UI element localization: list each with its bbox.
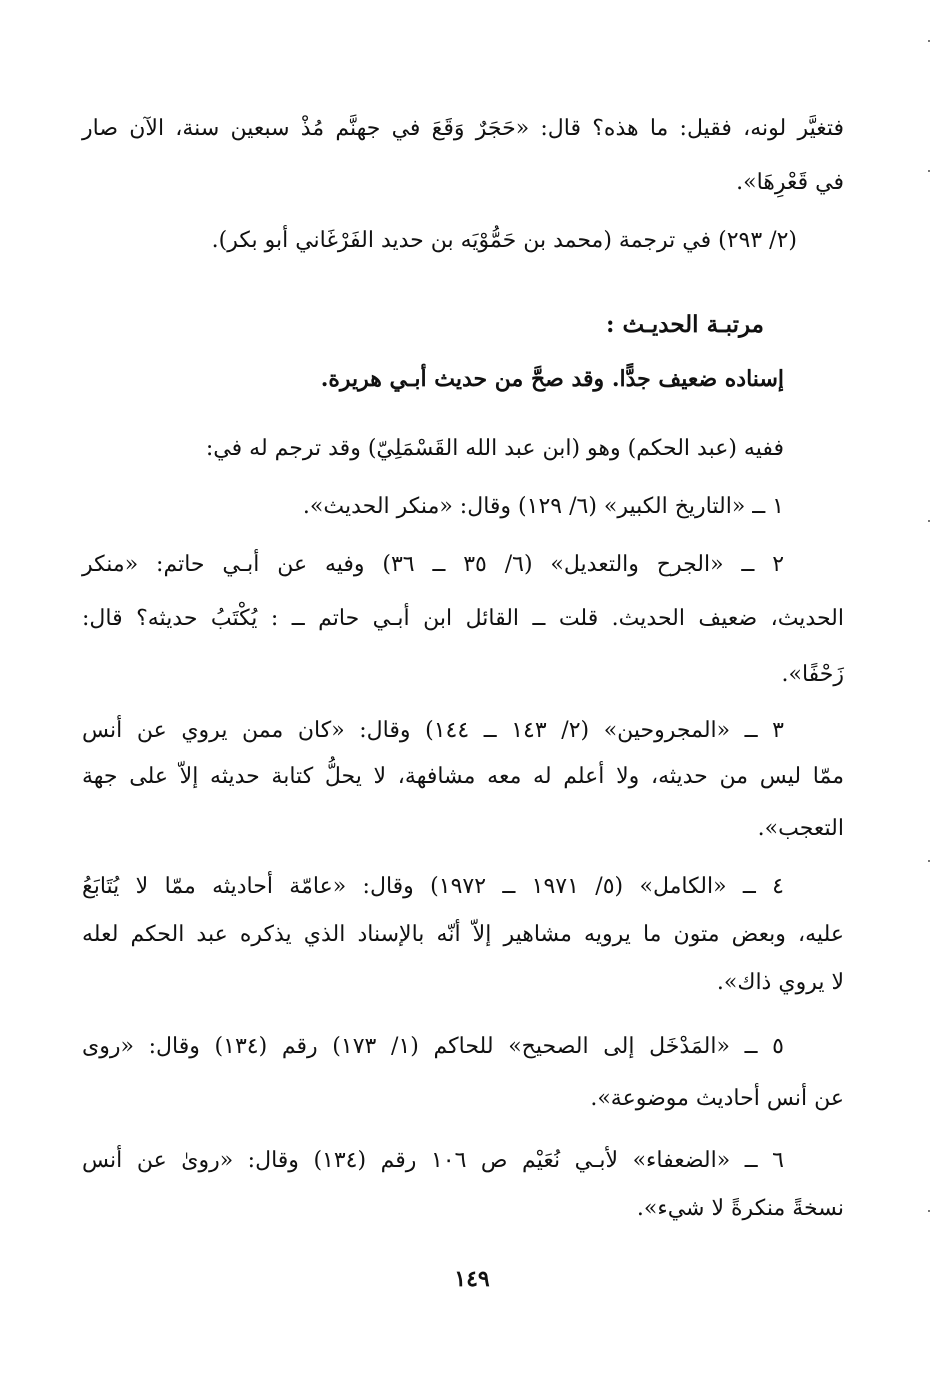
page-number: ١٤٩ — [454, 1266, 490, 1292]
paragraph-line: في قَعْرِهَا». — [736, 170, 844, 195]
list-item-continuation: التعجب». — [757, 816, 844, 841]
scan-edge-mark — [928, 170, 930, 172]
list-item-continuation: ممّا ليس من حديثه، ولا أعلم له معه مشافهة، لا يحلُّ كتابة حديثه إلاّ على جهة — [82, 764, 844, 789]
list-item: ٢ ــ «الجرح والتعديل» (٦/ ٣٥ ــ ٣٦) وفيه عن أبـي حاتم: «منكر — [82, 552, 785, 577]
list-item: ٥ ــ «المَدْخَل إلى الصحيح» للحاكم (١/ ١٧٣) رقم (١٣٤) وقال: «روى — [82, 1034, 784, 1059]
paragraph-line: (٢/ ٢٩٣) في ترجمة (محمد بن حَمُّوْيَه بن حديد الفَرْغَاني أبو بكر). — [211, 228, 797, 253]
list-item: ٦ ــ «الضعفاء» لأبـي نُعَيْم ص ١٠٦ رقم (١٣٤) وقال: «روىٰ عن أنس — [82, 1148, 784, 1173]
scan-edge-mark — [928, 520, 930, 522]
paragraph-line: ففيه (عبد الحكم) وهو (ابن عبد الله القَسْمَلِيّ) وقد ترجم له في: — [205, 436, 784, 461]
list-item-continuation: الحديث، ضعيف الحديث. قلت ــ القائل ابن أبـي حاتم ــ : يُكْتَبُ حديثه؟ قال: — [82, 606, 844, 631]
verdict-line: إسناده ضعيف جدًّا. وقد صحَّ من حديث أبـي هريرة. — [320, 366, 784, 392]
scan-edge-mark — [928, 1210, 930, 1212]
list-item: ١ ــ «التاريخ الكبير» (٦/ ١٢٩) وقال: «منكر الحديث». — [302, 494, 784, 519]
list-item: ٤ ــ «الكامل» (٥/ ١٩٧١ ــ ١٩٧٢) وقال: «عامّة أحاديثه ممّا لا يُتَابَعُ — [82, 874, 784, 899]
list-item-continuation: لا يروي ذاك». — [716, 970, 844, 995]
list-item-continuation: عن أنس أحاديث موضوعة». — [590, 1086, 844, 1111]
scan-edge-mark — [928, 860, 930, 862]
list-item: ٣ ــ «المجروحين» (٢/ ١٤٣ ــ ١٤٤) وقال: «كان ممن يروي عن أنس — [82, 718, 784, 743]
list-item-continuation: زَحْفًا». — [781, 662, 844, 687]
paragraph-line: فتغيَّر لونه، فقيل: ما هذه؟ قال: «حَجَرٌ وَقَعَ في جهنَّم مُذْ سبعين سنة، الآن صار — [82, 116, 844, 141]
section-heading: مرتبـة الحديـث : — [606, 311, 764, 338]
scan-edge-mark — [928, 40, 930, 42]
list-item-continuation: نسخةً منكرةً لا شيء». — [636, 1196, 844, 1221]
list-item-continuation: عليه، وبعض متون ما يرويه مشاهير إلاّ أنّه بالإسناد الذي يذكره عبد الحكم لعله — [82, 922, 844, 947]
